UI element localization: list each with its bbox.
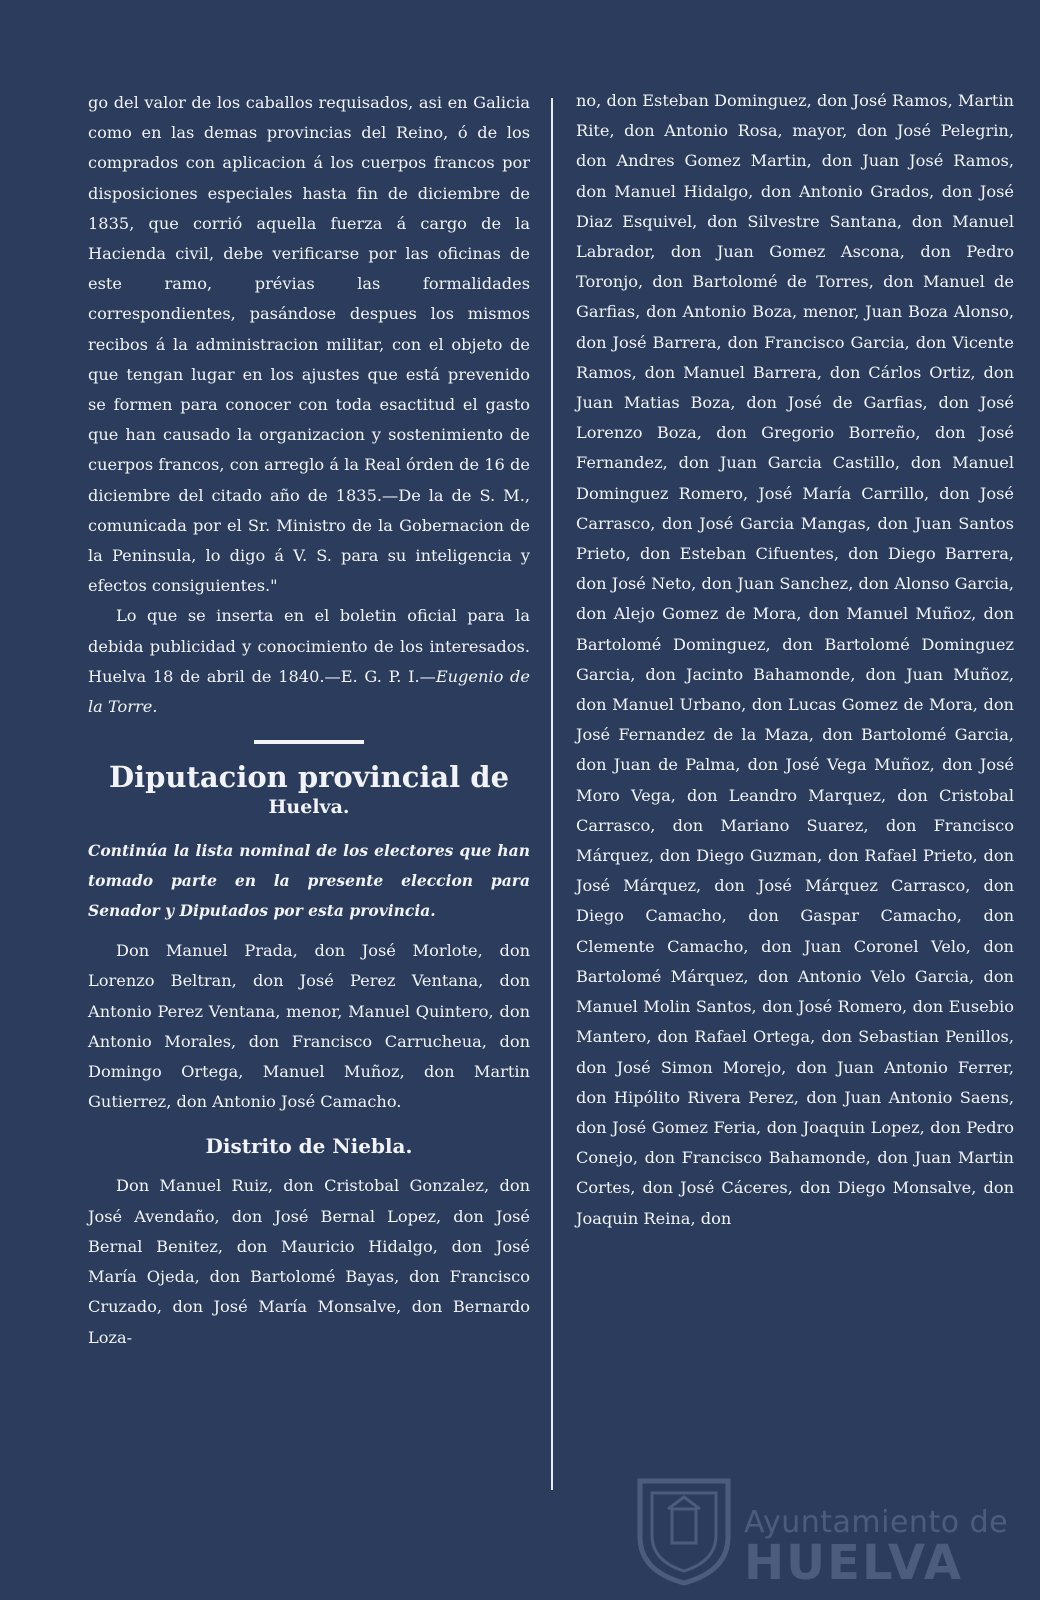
elector-list-continued: no, don Esteban Dominguez, don José Ramos, Martin Rite, don Antonio Rosa, mayor, don José Pelegrin, don Andres Gomez Martin, don Juan José Ramos, don Manuel Hidalgo, don Antonio Grados, don José Diaz Esquivel, don Silvestre Santana, don Manuel Labrador, don Juan Gomez Ascona, don Pedro Toronjo, don Bartolomé de Torres, don Manuel de Garfias, don Antonio Boza, menor, Juan Boza Alonso, don José Barrera, don Francisco Garcia, don Vicente Ramos, don Manuel Barrera, don Cárlos Ortiz, don Juan Matias Boza, don José de Garfias, don José Lorenzo Boza, don Gregorio Borreño, don José Fernandez, don Juan Garcia Castillo, don Manuel Dominguez Romero, José María Carrillo, don José Carrasco, don José Garcia Mangas, don Juan Santos Prieto, don Esteban Cifuentes, don Diego Barrera, don José Neto, don Juan Sanchez, don Alonso Garcia, don Alejo Gomez de Mora, don Manuel Muñoz, don Bartolomé Dominguez, don Bartolomé Dominguez Garcia, don Jacinto Bahamonde, don Juan Muñoz, don Manuel Urbano, don Lucas Gomez de Mora, don José Fernandez de la Maza, don Bartolomé Garcia, don Juan de Palma, don José Vega Muñoz, don José Moro Vega, don Leandro Marquez, don Cristobal Carrasco, don Mariano Suarez, don Francisco Márquez, don Diego Guzman, don Rafael Prieto, don José Márquez, don José Márquez Carrasco, don Diego Camacho, don Gaspar Camacho, don Clemente Camacho, don Juan Coronel Velo, don Bartolomé Márquez, don Antonio Velo Garcia, don Manuel Molin Santos, don José Romero, don Eusebio Mantero, don Rafael Ortega, don Sebastian Penillos, don José Simon Morejo, don Juan Antonio Ferrer, don Hipólito Rivera Perez, don Juan Antonio Saens, don José Gomez Feria, don Joaquin Lopez, don Pedro Conejo, don Francisco Bahamonde, don Juan Martin Cortes, don José Cáceres, don Diego Monsalve, don Joaquin Reina, don <box>576 91 1014 1228</box>
publication-text: Lo que se inserta en el boletin oficial para la debida publicidad y conocimiento de los interesados. Huelva 18 de abril de 1840.—E. G. P. I.— <box>88 606 530 686</box>
watermark <box>632 1475 1032 1595</box>
left-column <box>88 88 530 1353</box>
elector-list-2: Don Manuel Ruiz, don Cristobal Gonzalez, don José Avendaño, don José Bernal Lopez, don José Bernal Benitez, don Mauricio Hidalgo, don José María Ojeda, don Bartolomé Bayas, don Francisco Cruzado, don José María Monsalve, don Bernardo Loza- <box>88 1176 530 1347</box>
district-title: Distrito de Niebla. <box>205 1134 413 1159</box>
column-divider <box>551 98 553 1490</box>
list-intro: Continúa la lista nominal de los electores que han tomado parte en la presente eleccion para Senador y Diputados por esta provincia. <box>88 841 530 921</box>
watermark-line-2: HUELVA <box>744 1535 963 1591</box>
section-title: Diputacion provincial de <box>108 760 510 795</box>
section-subtitle: Huelva. <box>268 796 350 819</box>
right-column <box>576 86 1014 1234</box>
elector-list-1: Don Manuel Prada, don José Morlote, don Lorenzo Beltran, don José Perez Ventana, don Antonio Perez Ventana, menor, Manuel Quintero, don Antonio Morales, don Francisco Carrucheua, don Domingo Ortega, Manuel Muñoz, don Martin Gutierrez, don Antonio José Camacho. <box>88 941 530 1112</box>
paragraph-publication <box>88 601 530 722</box>
paragraph-horses: go del valor de los caballos requisados, asi en Galicia como en las demas provincias del Reino, ó de los comprados con aplicacion á los cuerpos francos por disposiciones especiales hasta fin de diciembre de 1835, que corrió aquella fuerza á cargo de la Hacienda civil, debe verificarse por las oficinas de este ramo, prévias las formalidades correspondientes, pasándose despues los mismos recibos á la administracion militar, con el objeto de que tengan lugar en los ajustes que está prevenido se formen para conocer con toda esactitud el gasto que han causado la organizacion y sostenimiento de cuerpos francos, con arreglo á la Real órden de 16 de diciembre del citado año de 1835.—De la de S. M., comunicada por el Sr. Ministro de la Gobernacion de la Peninsula, lo digo á V. S. para su inteligencia y efectos consiguientes." <box>88 93 530 596</box>
coat-of-arms-icon <box>632 1475 736 1587</box>
watermark-line-1: Ayuntamiento de <box>744 1505 1009 1540</box>
section-rule <box>254 740 364 744</box>
signature: Eugenio de la Torre. <box>88 666 530 717</box>
